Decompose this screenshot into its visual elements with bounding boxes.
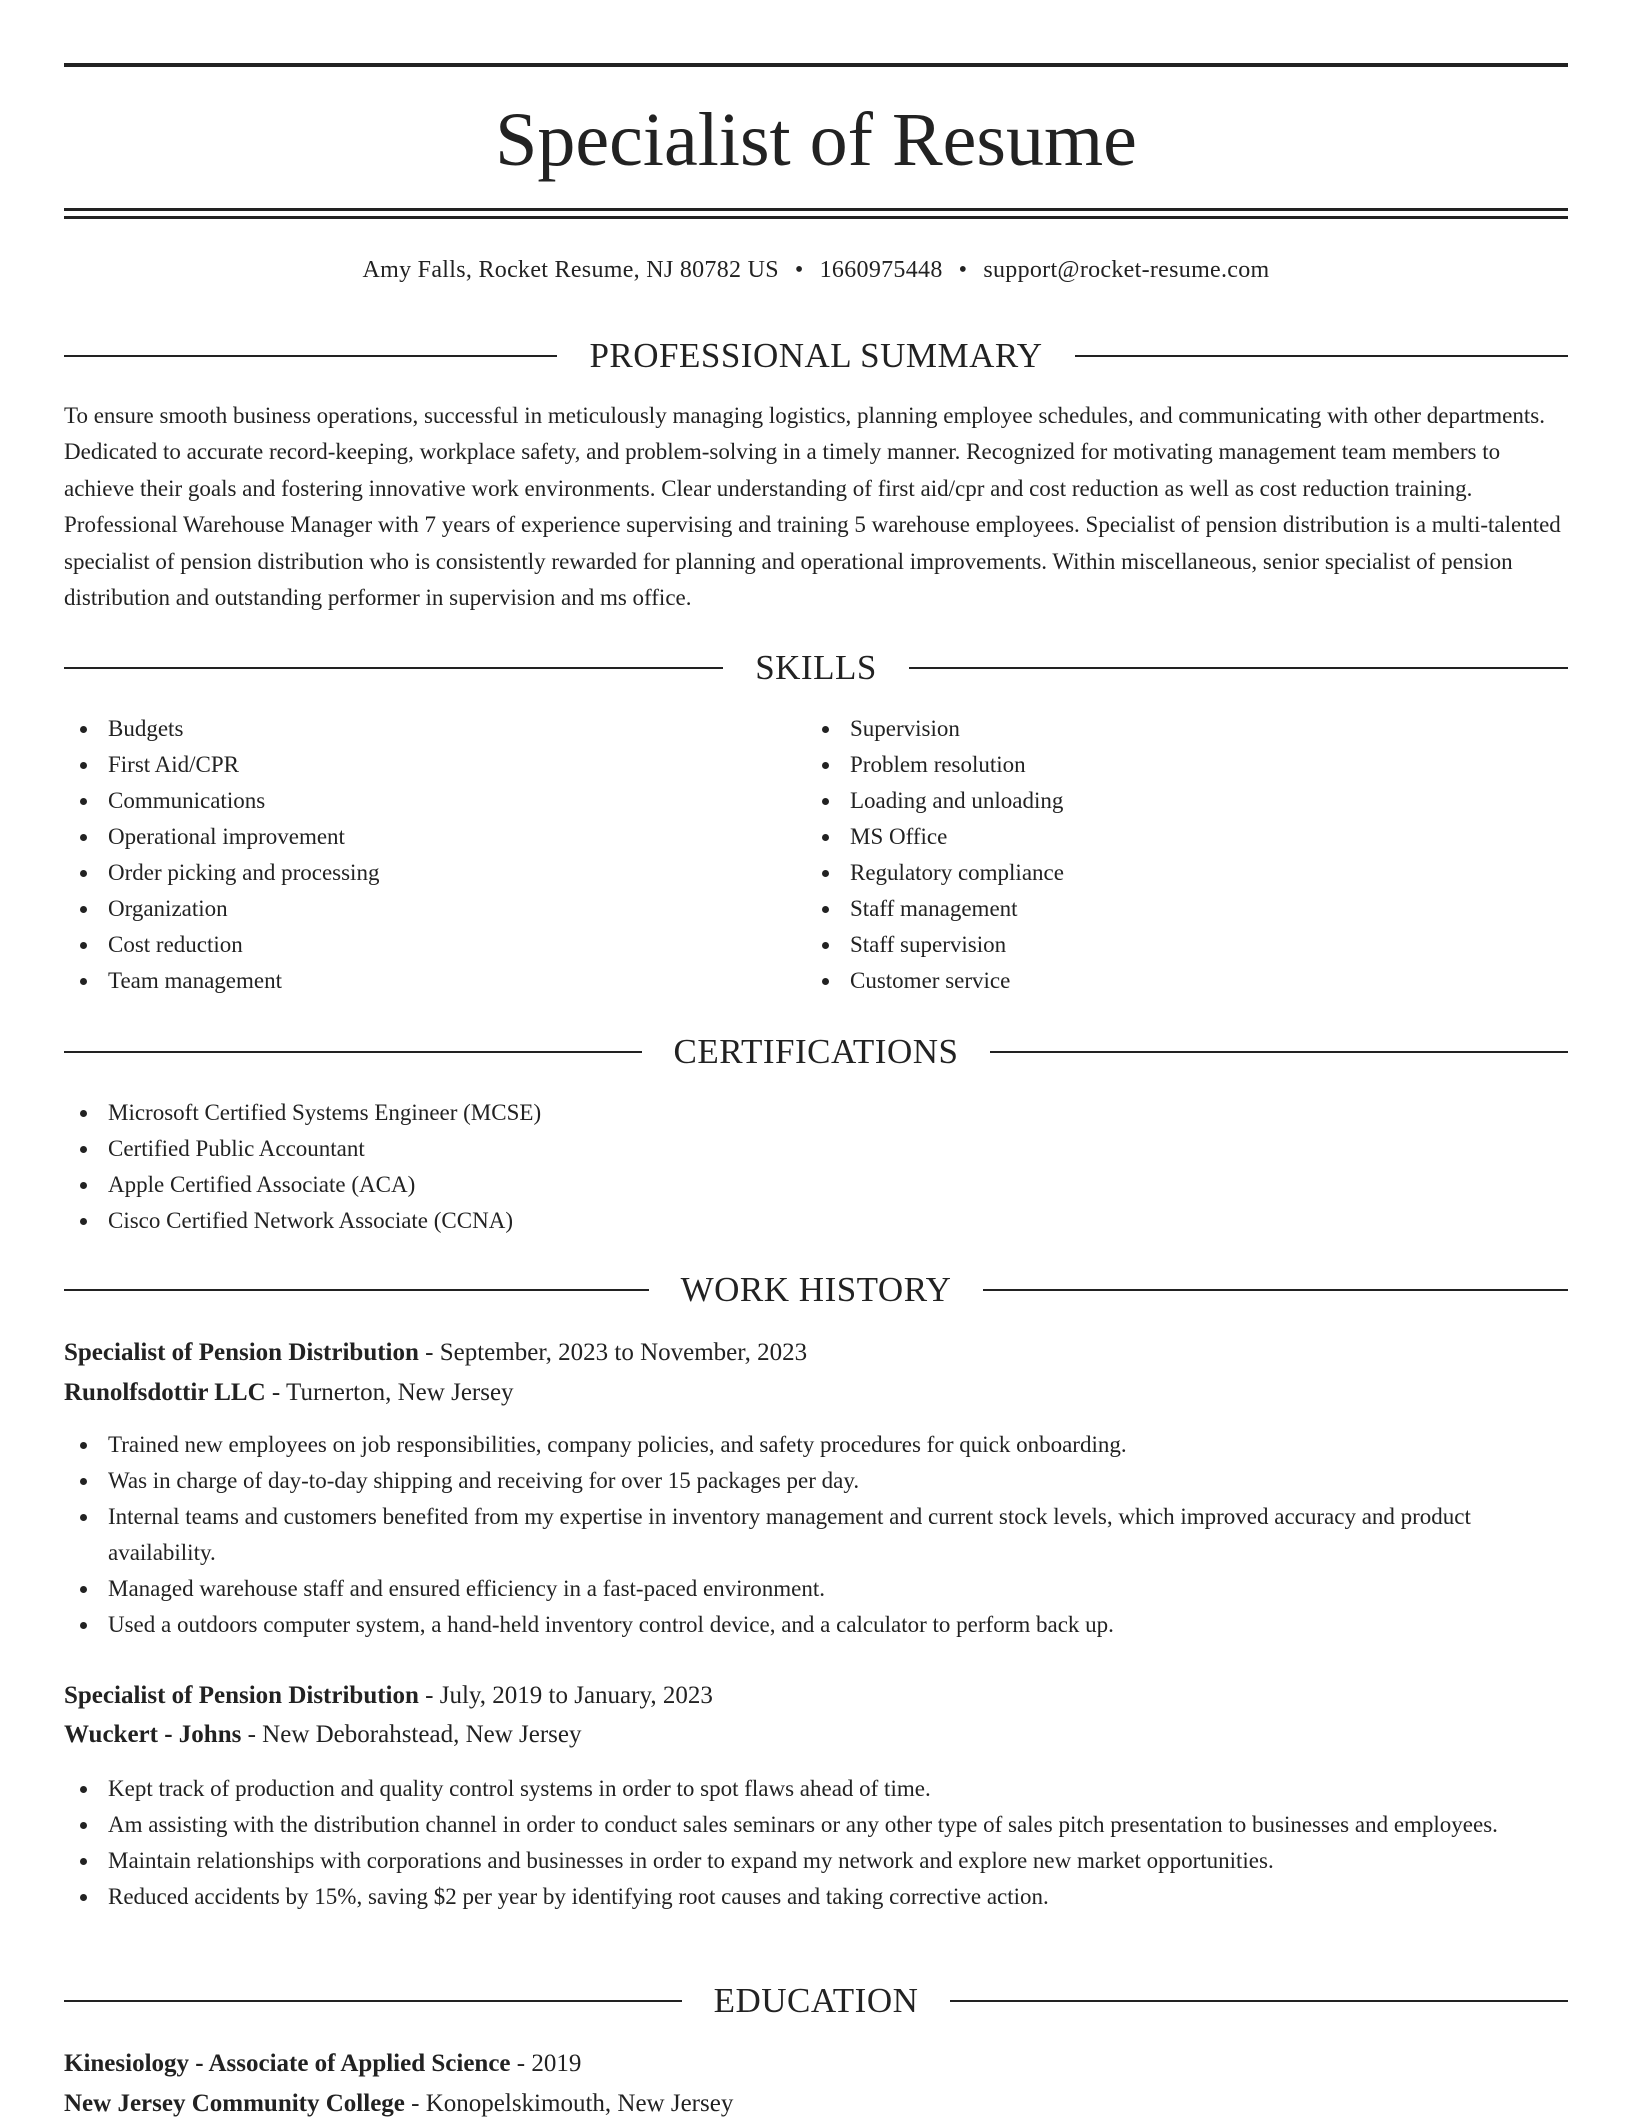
job-title: Specialist of Pension Distribution	[64, 1339, 419, 1366]
resume-title: Specialist of Resume	[495, 98, 1137, 182]
contact-separator: •	[958, 257, 968, 283]
skill-item: Problem resolution	[806, 747, 1546, 783]
divider-line	[983, 1289, 1568, 1291]
divider-line	[64, 2000, 682, 2002]
skill-item: Cost reduction	[64, 927, 804, 963]
contact-separator: •	[794, 257, 804, 283]
job-dates: - July, 2019 to January, 2023	[418, 1682, 713, 1709]
education-school-line	[64, 2085, 1568, 2123]
summary-paragraph: To ensure smooth business operations, successful in meticulously managing logistics, planning employee schedules, and communicating with other departments. Dedicated to accurate record-keeping, workplace safety, and problem-solving in a timely manner. Recognized for motivating management team members to achieve their goals and fostering innovative work environments. Clear understanding of first aid/cpr and cost reduction as well as cost reduction training. Professional Warehouse Manager with 7 years of experience supervising and training 5 warehouse employees. Specialist of pension distribution is a multi-talented specialist of pension distribution who is consistently rewarded for planning and operational improvements. Within miscellaneous, senior specialist of pension distribution and outstanding performer in supervision and ms office.	[64, 403, 1561, 611]
job-duty-item: Used a outdoors computer system, a hand-held inventory control device, and a calculator to perform back up.	[64, 1607, 1568, 1643]
job-company: Wuckert - Johns	[64, 1721, 242, 1748]
skill-item: First Aid/CPR	[64, 747, 804, 783]
certification-item: Microsoft Certified Systems Engineer (MCSE)	[64, 1095, 1568, 1131]
section-title: CERTIFICATIONS	[673, 1032, 959, 1071]
job-duty-item: Managed warehouse staff and ensured efficiency in a fast-paced environment.	[64, 1571, 1568, 1607]
skills-list-left	[64, 711, 804, 999]
skill-item: Loading and unloading	[806, 783, 1546, 819]
certification-item: Apple Certified Associate (ACA)	[64, 1167, 1568, 1203]
section-title: PROFESSIONAL SUMMARY	[589, 336, 1043, 375]
certification-item: Certified Public Accountant	[64, 1131, 1568, 1167]
section-heading-work-history	[64, 1268, 1568, 1312]
divider-line	[1075, 355, 1568, 357]
section-title: SKILLS	[755, 648, 877, 687]
divider-line	[64, 1051, 642, 1053]
skill-item: Operational improvement	[64, 819, 804, 855]
job-duty-item: Trained new employees on job responsibilities, company policies, and safety procedures for quick onboarding.	[64, 1427, 1568, 1463]
skills-list-right	[806, 711, 1546, 999]
job-duty-item: Was in charge of day-to-day shipping and receiving for over 15 packages per day.	[64, 1463, 1568, 1499]
divider-line	[950, 2000, 1568, 2002]
section-title: WORK HISTORY	[680, 1270, 952, 1309]
skill-item: Order picking and processing	[64, 855, 804, 891]
job-duty-item: Kept track of production and quality control systems in order to spot flaws ahead of time.	[64, 1771, 1568, 1807]
contact-address: Amy Falls, Rocket Resume, NJ 80782 US	[362, 257, 779, 283]
skill-item: Customer service	[806, 963, 1546, 999]
divider-line	[64, 667, 723, 669]
education-degree: Kinesiology - Associate of Applied Science	[64, 2050, 511, 2077]
section-heading-certifications	[64, 1030, 1568, 1074]
section-heading-skills	[64, 646, 1568, 690]
skill-item: Budgets	[64, 711, 804, 747]
contact-phone: 1660975448	[819, 257, 943, 283]
skill-item: Supervision	[806, 711, 1546, 747]
skill-item: Team management	[64, 963, 804, 999]
divider-line	[64, 355, 557, 357]
divider-line	[64, 1289, 649, 1291]
title-rule-lower	[64, 216, 1568, 219]
job-title-line	[64, 1334, 1568, 1372]
section-title: EDUCATION	[713, 1981, 919, 2020]
certifications-list	[64, 1095, 1568, 1239]
skill-item: Organization	[64, 891, 804, 927]
contact-email: support@rocket-resume.com	[983, 257, 1270, 283]
skill-item: Staff supervision	[806, 927, 1546, 963]
skill-item: Staff management	[806, 891, 1546, 927]
divider-line	[909, 667, 1568, 669]
certification-item: Cisco Certified Network Associate (CCNA)	[64, 1203, 1568, 1239]
skill-item: MS Office	[806, 819, 1546, 855]
contact-line	[64, 252, 1568, 288]
job-duties-list	[64, 1427, 1568, 1643]
skill-item: Regulatory compliance	[806, 855, 1546, 891]
top-rule	[64, 63, 1568, 67]
job-duty-item: Internal teams and customers benefited from my expertise in inventory management and current stock levels, which improved accuracy and product availability.	[64, 1499, 1568, 1571]
job-location: - New Deborahstead, New Jersey	[241, 1721, 582, 1748]
job-title-line	[64, 1677, 1568, 1715]
job-title: Specialist of Pension Distribution	[64, 1682, 419, 1709]
job-duty-item: Maintain relationships with corporations and businesses in order to expand my network and explore new market opportunities.	[64, 1843, 1568, 1879]
job-duty-item: Am assisting with the distribution channel in order to conduct sales seminars or any other type of sales pitch presentation to businesses and employees.	[64, 1807, 1568, 1843]
title-rule-upper	[64, 208, 1568, 211]
job-location: - Turnerton, New Jersey	[265, 1379, 514, 1406]
skill-item: Communications	[64, 783, 804, 819]
education-degree-line	[64, 2045, 1568, 2083]
divider-line	[990, 1051, 1568, 1053]
job-duty-item: Reduced accidents by 15%, saving $2 per year by identifying root causes and taking corrective action.	[64, 1879, 1568, 1915]
section-heading-education	[64, 1979, 1568, 2023]
job-company-line	[64, 1716, 1568, 1754]
job-duties-list	[64, 1771, 1568, 1915]
education-location: - Konopelskimouth, New Jersey	[404, 2090, 734, 2117]
section-heading-summary	[64, 334, 1568, 378]
education-school: New Jersey Community College	[64, 2090, 405, 2117]
education-year: - 2019	[510, 2050, 582, 2077]
job-dates: - September, 2023 to November, 2023	[418, 1339, 808, 1366]
job-company: Runolfsdottir LLC	[64, 1379, 266, 1406]
job-company-line	[64, 1374, 1568, 1412]
